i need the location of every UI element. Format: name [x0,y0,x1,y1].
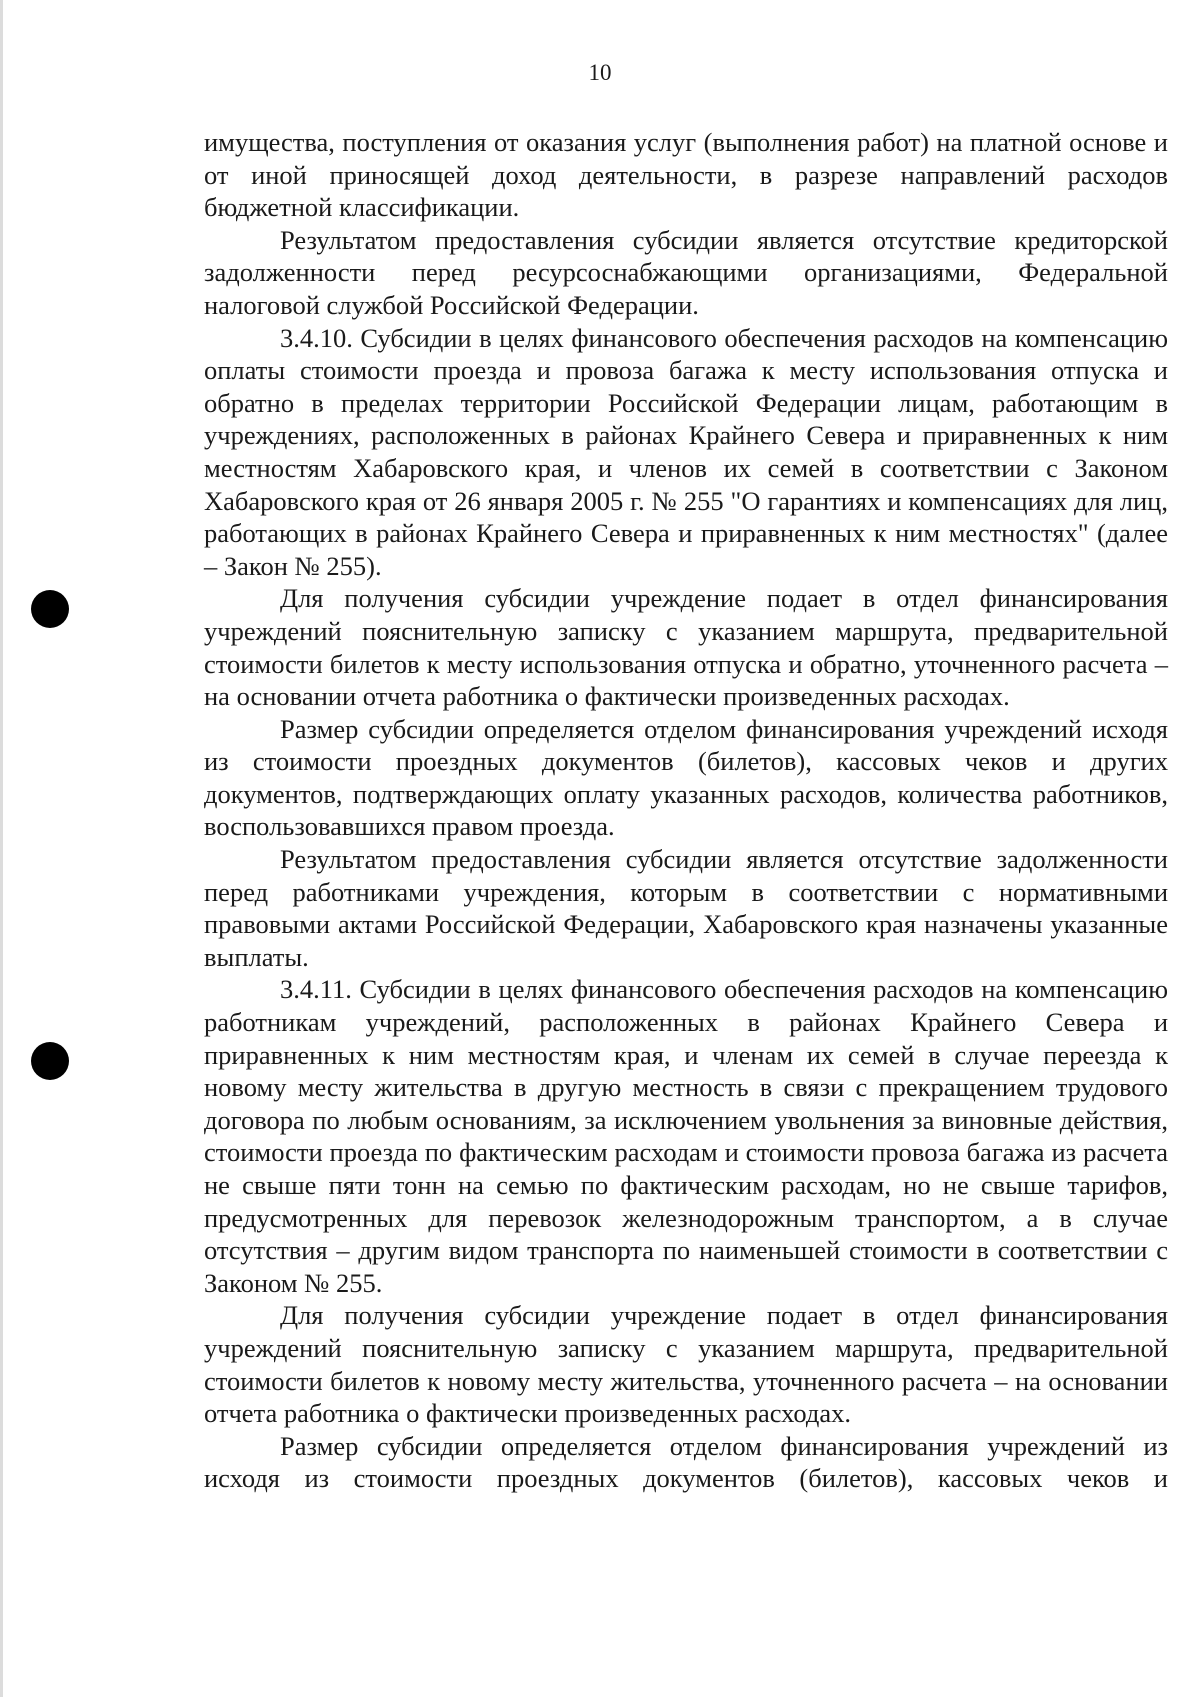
paragraph-result-1: Результатом предоставления субсидии является отсутствие кредиторской задолженности перед ресурсоснабжающими организациями, Федеральной налоговой службой Российской Федерации. [204,224,1168,320]
paragraph-obtain-1: Для получения субсидии учреждение подает в отдел финансирования учреждений пояснительную записку с указанием маршрута, предварительной стоимости билетов к месту использования отпуска и обратно, уточненного расчета – на основании отчета работника о фактически произведенных расходах. [204,583,1168,712]
paragraph-clause-3-4-11: 3.4.11. Субсидии в целях финансового обеспечения расходов на компенсацию работникам учреждений, расположенных в районах Крайнего Севера и приравненных к ним местностям края, и членам их семей в случае переезда к новому месту жительства в другую местность в связи с прекращением трудового договора по любым основаниям, за исключением увольнения за виновные действия, стоимости проезда по фактическим расходам и стоимости провоза багажа из расчета не свыше пяти тонн на семью по фактическим расходам, но не свыше тарифов, предусмотренных для перевозок железнодорожным транспортом, а в случае отсутствия – другим видом транспорта по наименьшей стоимости в соответствии с Законом № 255. [204,974,1168,1298]
punch-hole-bottom [31,1042,69,1080]
scan-edge [0,0,3,1697]
document-body [204,126,1168,1495]
paragraph-amount-2: Размер субсидии определяется отделом финансирования учреждений из исходя из стоимости проездных документов (билетов), кассовых чеков и [204,1430,1168,1494]
paragraph-obtain-2: Для получения субсидии учреждение подает в отдел финансирования учреждений пояснительную записку с указанием маршрута, предварительной стоимости билетов к новому месту жительства, уточненного расчета – на основании отчета работника о фактически произведенных расходах. [204,1300,1168,1429]
paragraph-result-2: Результатом предоставления субсидии является отсутствие задолженности перед работниками учреждения, которым в соответствии с нормативными правовыми актами Российской Федерации, Хабаровского края назначены указанные выплаты. [204,844,1168,972]
paragraph-clause-3-4-10: 3.4.10. Субсидии в целях финансового обеспечения расходов на компенсацию оплаты стоимости проезда и провоза багажа к месту использования отпуска и обратно в пределах территории Российской Федерации лицам, работающим в учреждениях, расположенных в районах Крайнего Севера и приравненных к ним местностям Хабаровского края, и членов их семей в соответствии с Законом Хабаровского края от 26 января 2005 г. № 255 "О гарантиях и компенсациях для лиц, работающих в районах Крайнего Севера и приравненных к ним местностях" (далее – Закон № 255). [204,322,1168,581]
paragraph-continuation: имущества, поступления от оказания услуг (выполнения работ) на платной основе и от иной приносящей доход деятельности, в разрезе направлений расходов бюджетной классификации. [204,127,1168,223]
punch-hole-top [31,590,69,628]
page-number: 10 [588,60,612,85]
paragraph-amount-1: Размер субсидии определяется отделом финансирования учреждений исходя из стоимости проездных документов (билетов), кассовых чеков и других документов, подтверждающих оплату указанных расходов, количества работников, воспользовавшихся правом проезда. [204,713,1168,842]
